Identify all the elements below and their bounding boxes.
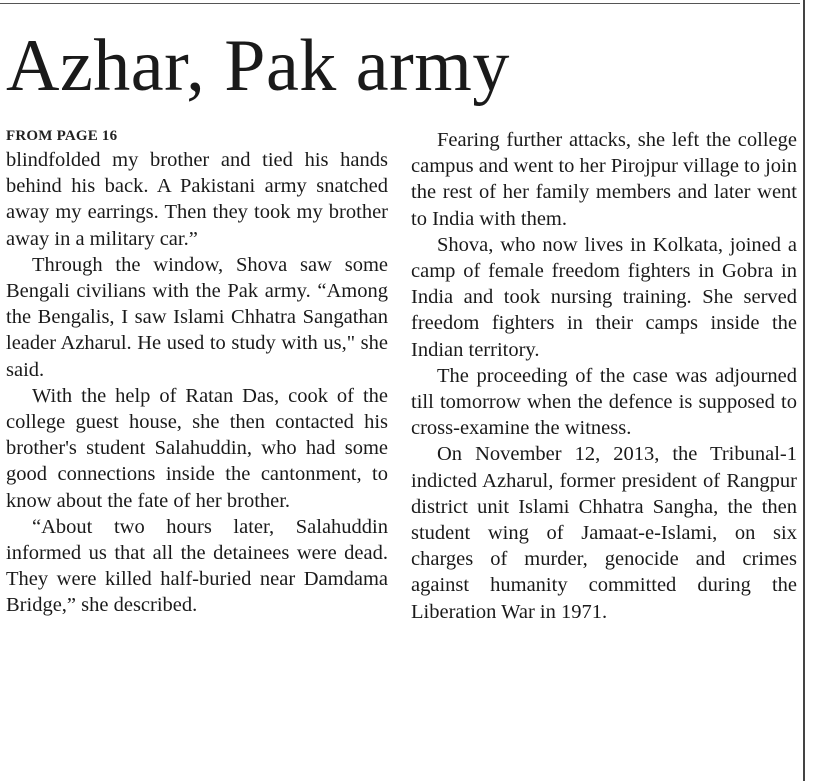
top-rule xyxy=(0,3,800,4)
article-paragraph: With the help of Ratan Das, cook of the college guest house, she then contacted his brother's student Salahuddin, who had some good connections inside the cantonment, to know about the fate of her brother. xyxy=(6,384,388,512)
article-paragraph: Fearing further attacks, she left the college campus and went to her Pirojpur village to join the rest of her family members and later went to India with them. xyxy=(411,129,798,230)
article-paragraph: Shova, who now lives in Kolkata, joined a camp of female freedom fighters in Gobra in India and took nursing training. She served freedom fighters in their camps inside the Indian territory. xyxy=(411,233,797,361)
left-column xyxy=(6,127,388,619)
article-paragraph: On November 12, 2013, the Tribunal-1 indicted Azharul, former president of Rangpur district unit Islami Chhatra Sangha, the then student wing of Jamaat-e-Islami, on six charges of murder, genocide and crimes against humanity committed during the Liberation War in 1971. xyxy=(411,443,797,623)
right-column xyxy=(411,127,797,625)
article-paragraph: blindfolded my brother and tied his hands behind his back. A Pakistani army snatched away my earrings. Then they took my brother away in a military car.” xyxy=(6,149,388,250)
right-rule xyxy=(803,0,805,781)
headline: Azhar, Pak army xyxy=(6,25,510,107)
article-paragraph: “About two hours later, Salahuddin informed us that all the detainees were dead. They were killed half-buried near Damdama Bridge,” she described. xyxy=(6,515,388,617)
article-paragraph: Through the window, Shova saw some Bengali civilians with the Pak army. “Among the Bengalis, I saw Islami Chhatra Sangathan leader Azharul. He used to study with us," she said. xyxy=(6,253,388,381)
from-page-label: FROM PAGE 16 xyxy=(6,128,118,144)
article-paragraph: The proceeding of the case was adjourned till tomorrow when the defence is supposed to cross-examine the witness. xyxy=(411,364,797,440)
